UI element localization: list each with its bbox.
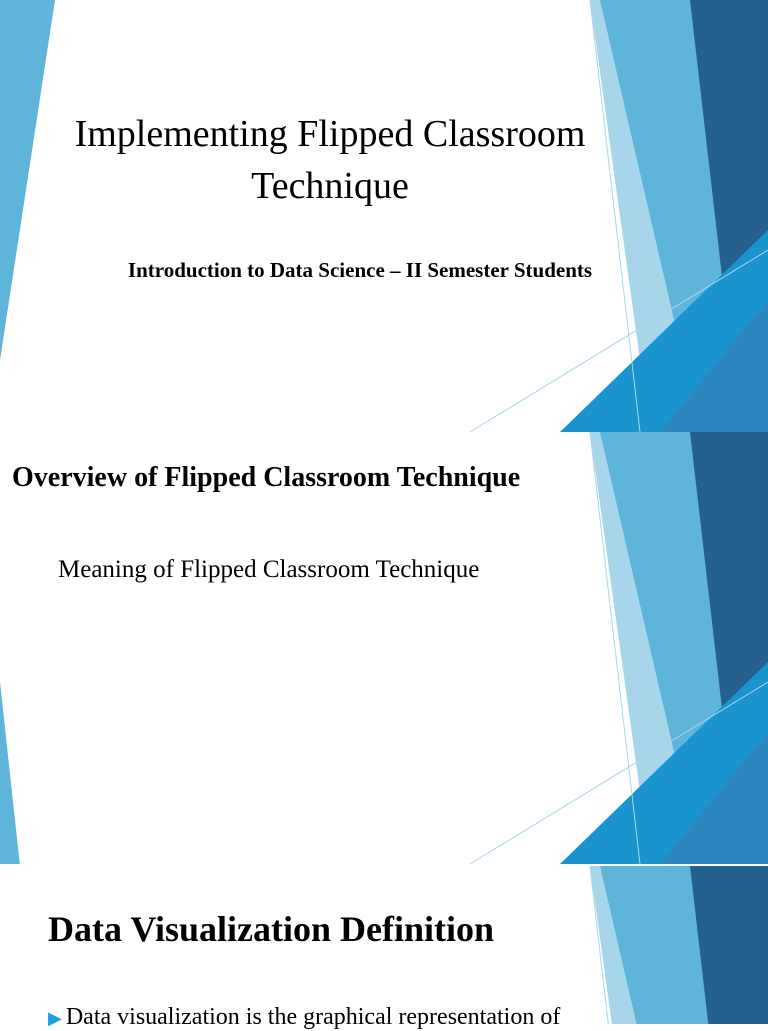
decorative-shapes (0, 0, 768, 432)
slide-subtitle: Introduction to Data Science – II Semester Students (127, 258, 593, 282)
decorative-shapes (0, 432, 768, 864)
slide-title (0, 0, 768, 432)
title-line-1: Implementing Flipped Classroom (74, 113, 586, 155)
slide-title-text (20, 108, 640, 212)
title-line-2: Technique (251, 165, 409, 207)
slide-heading: Data Visualization Definition (48, 909, 495, 949)
bullet-item (48, 1004, 560, 1031)
bullet-text: Data visualization is the graphical representation of (65, 1004, 561, 1030)
slide-text: Meaning of Flipped Classroom Technique (58, 556, 480, 583)
triangle-right-icon: ▶ (48, 1008, 62, 1028)
slide-heading: Overview of Flipped Classroom Technique (12, 462, 521, 493)
slide-overview (0, 432, 768, 866)
